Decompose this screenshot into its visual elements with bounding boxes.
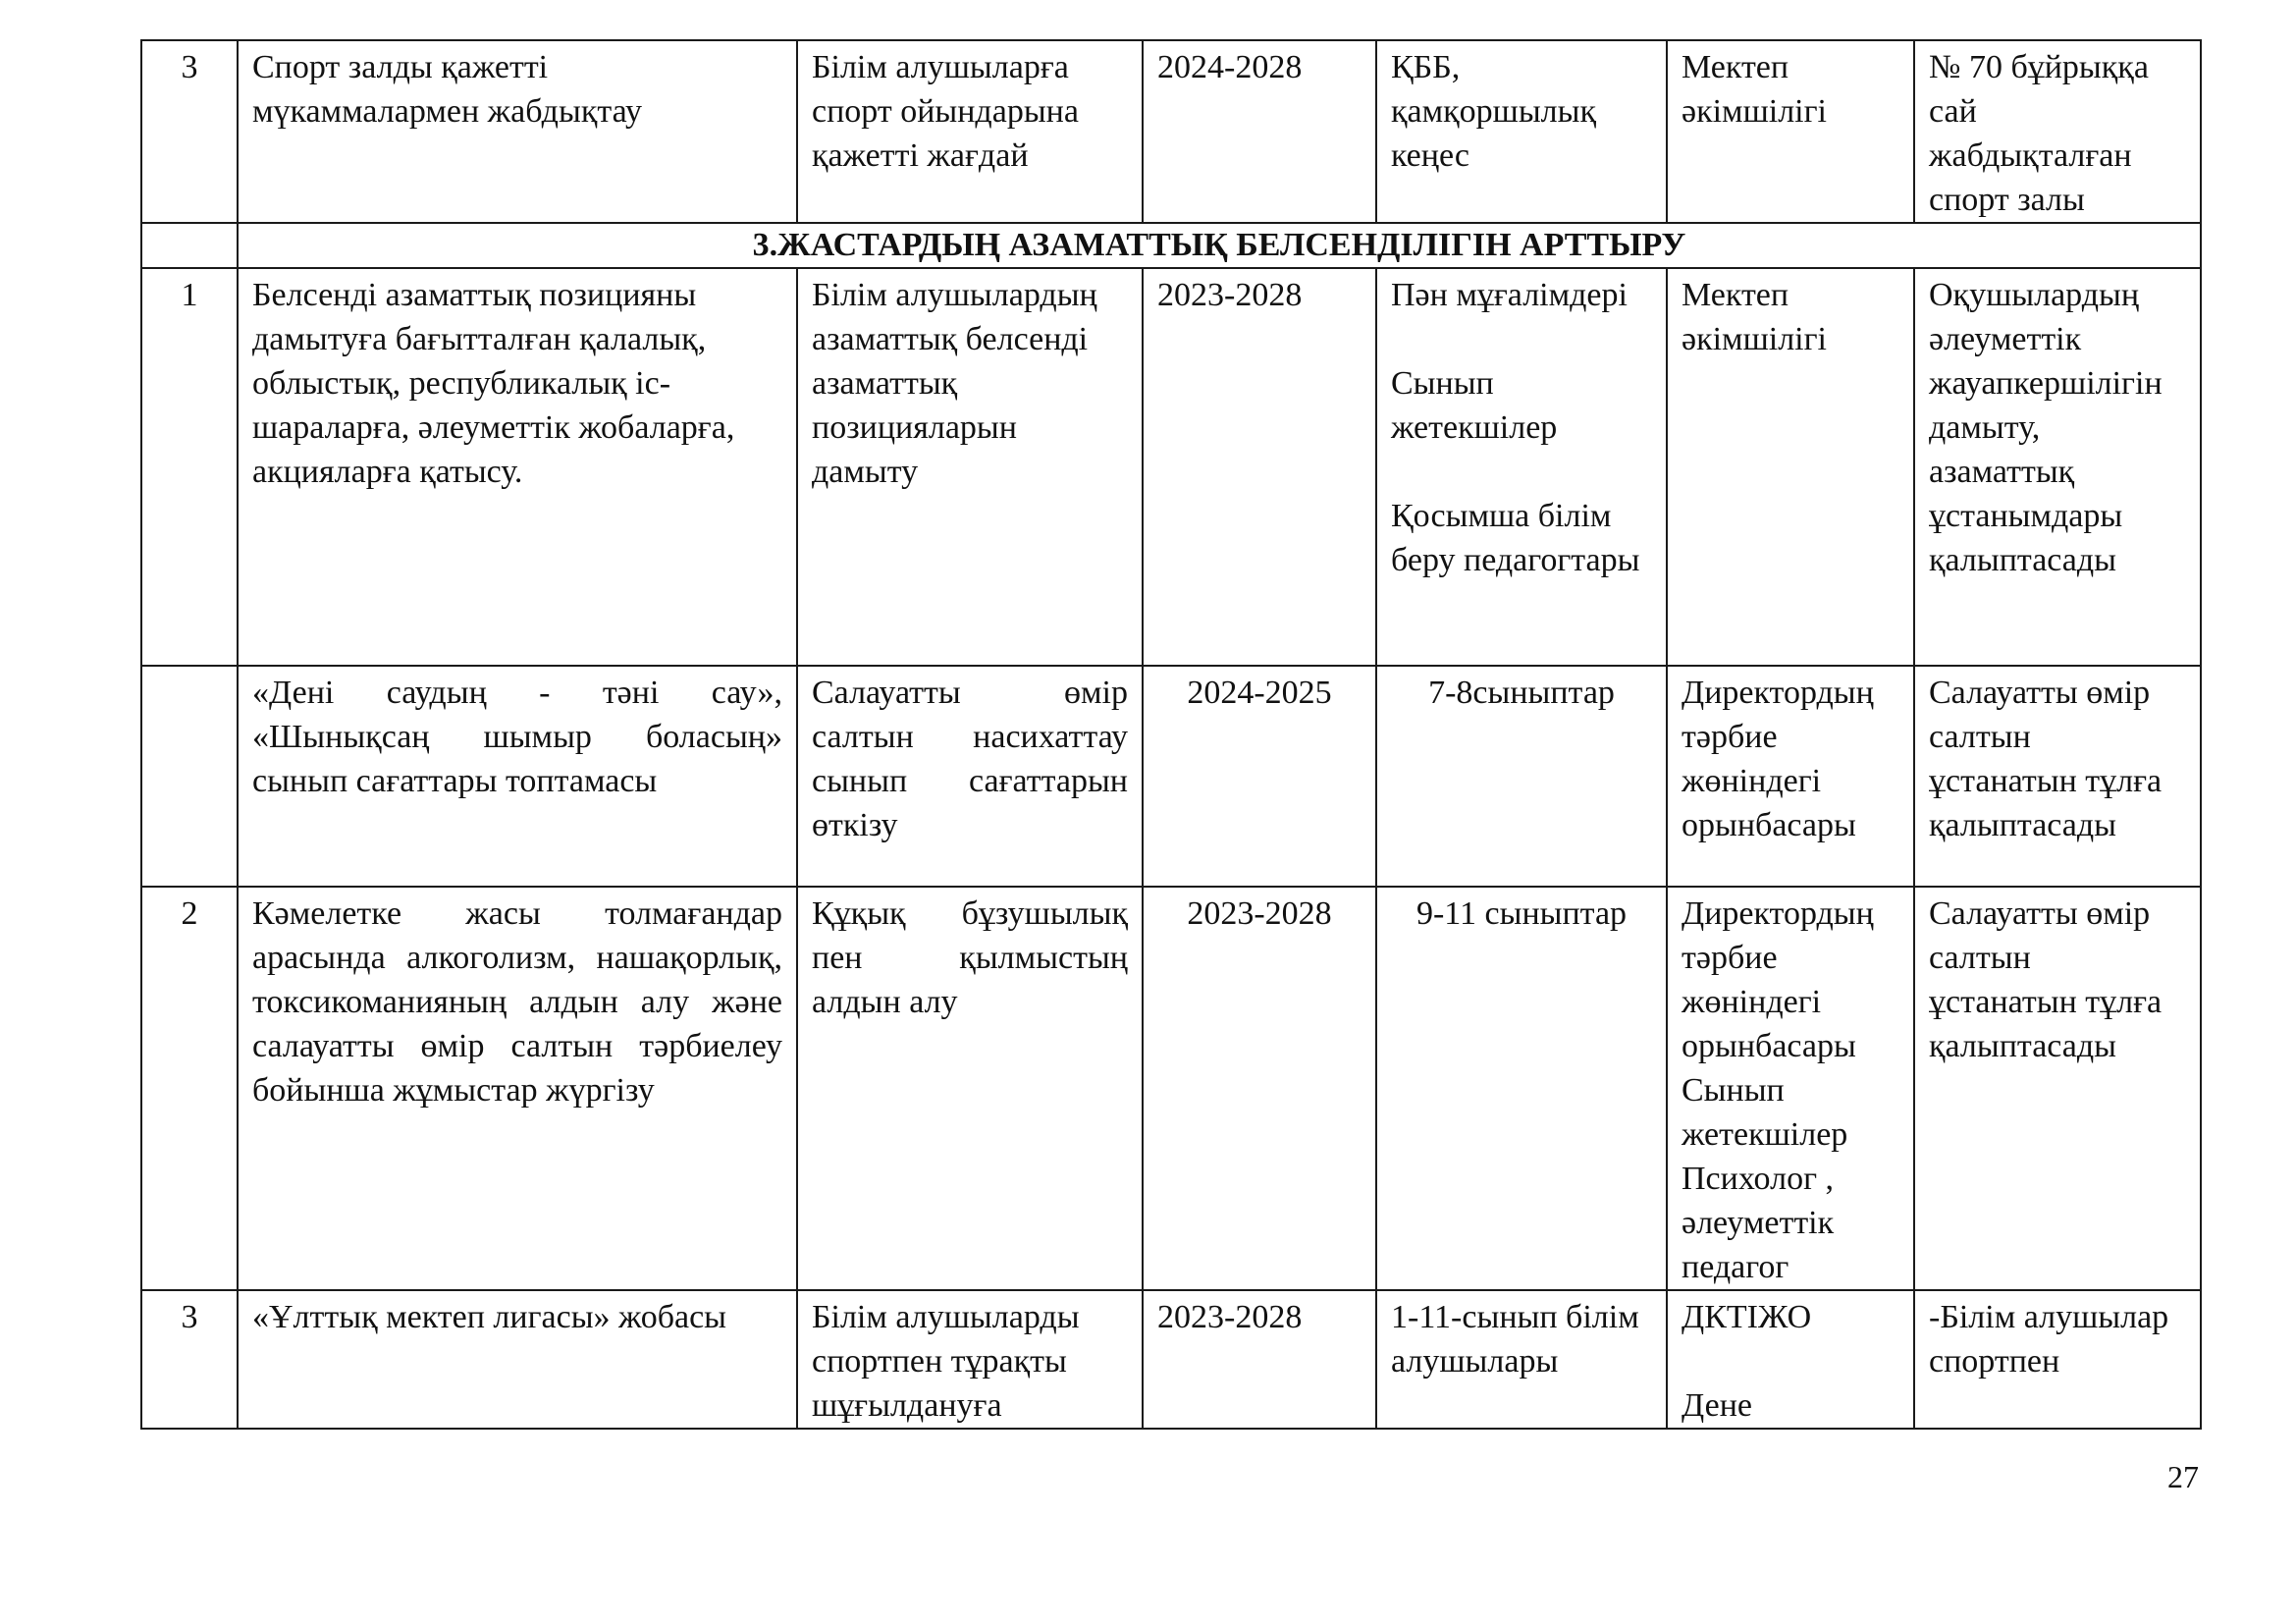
row-number: 1 bbox=[181, 277, 198, 313]
row-number: 3 bbox=[181, 1299, 198, 1335]
responsible-cell bbox=[1376, 268, 1667, 666]
action-text: Белсенді азаматтық позицияны дамытуға бағытталған қалалық, облыстық, республикалық іс-шараларға, әлеуметтік жобаларға, акцияларға қатысу. bbox=[252, 277, 735, 490]
responsible-cell bbox=[1376, 40, 1667, 223]
result-cell bbox=[1914, 268, 2201, 666]
goal-cell bbox=[797, 887, 1143, 1290]
period-cell bbox=[1143, 40, 1376, 223]
control-text: ДКТІЖО Дене bbox=[1682, 1299, 1812, 1424]
responsible-cell bbox=[1376, 1290, 1667, 1429]
row-number-cell bbox=[141, 1290, 238, 1429]
control-text: Директордың тәрбие жөніндегі орынбасары bbox=[1682, 675, 1874, 843]
goal-text: Білім алушыларға спорт ойындарына қажетті жағдай bbox=[812, 49, 1079, 174]
goal-cell bbox=[797, 666, 1143, 887]
period-cell bbox=[1143, 666, 1376, 887]
responsible-text: 7-8сыныптар bbox=[1428, 675, 1615, 711]
row-number-cell bbox=[141, 40, 238, 223]
table-row bbox=[141, 268, 2201, 666]
row-number-cell bbox=[141, 887, 238, 1290]
action-cell bbox=[238, 268, 797, 666]
table-row bbox=[141, 1290, 2201, 1429]
table-row bbox=[141, 666, 2201, 887]
row-number-cell bbox=[141, 268, 238, 666]
responsible-text: Пән мұғалімдері Сынып жетекшілер Қосымша білім беру педагогтары bbox=[1391, 277, 1640, 578]
action-text: Спорт залды қажетті мүкаммалармен жабдықтау bbox=[252, 49, 642, 130]
period-text: 2023-2028 bbox=[1157, 1299, 1303, 1335]
action-cell bbox=[238, 666, 797, 887]
control-text: Директордың тәрбие жөніндегі орынбасары Сынып жетекшілер Психолог , әлеуметтік педагог bbox=[1682, 895, 1874, 1285]
goal-cell bbox=[797, 40, 1143, 223]
goal-cell bbox=[797, 1290, 1143, 1429]
goal-text: Салауатты өмір салтын насихаттау сынып сағаттарын өткізу bbox=[812, 675, 1128, 843]
plan-table bbox=[140, 39, 2202, 1430]
period-cell bbox=[1143, 1290, 1376, 1429]
goal-text: Білім алушылардың азаматтық белсенді азаматтық позицияларын дамыту bbox=[812, 277, 1097, 490]
period-text: 2023-2028 bbox=[1157, 277, 1303, 313]
section-title: 3.ЖАСТАРДЫҢ АЗАМАТТЫҚ БЕЛСЕНДІЛІГІН АРТТЫРУ bbox=[752, 227, 1686, 263]
period-text: 2024-2025 bbox=[1187, 675, 1332, 711]
action-text: «Ұлттық мектеп лигасы» жобасы bbox=[252, 1299, 727, 1335]
goal-text: Білім алушыларды спортпен тұрақты шұғылдануға bbox=[812, 1299, 1080, 1424]
control-cell bbox=[1667, 268, 1914, 666]
table-row bbox=[141, 887, 2201, 1290]
period-cell bbox=[1143, 887, 1376, 1290]
action-text: «Дені саудың - тәні сау», «Шынықсаң шымыр боласың» сынып сағаттары топтамасы bbox=[252, 675, 782, 799]
control-cell bbox=[1667, 666, 1914, 887]
control-cell bbox=[1667, 887, 1914, 1290]
row-number: 3 bbox=[181, 49, 198, 85]
responsible-cell bbox=[1376, 887, 1667, 1290]
control-cell bbox=[1667, 1290, 1914, 1429]
row-number: 2 bbox=[181, 895, 198, 932]
row-number-cell bbox=[141, 666, 238, 887]
result-text: Салауатты өмір салтын ұстанатын тұлға қалыптасады bbox=[1929, 895, 2163, 1064]
period-text: 2024-2028 bbox=[1157, 49, 1303, 85]
result-cell bbox=[1914, 40, 2201, 223]
result-text: Оқушылардың әлеуметтік жауапкершілігін дамыту, азаматтық ұстанымдары қалыптасады bbox=[1929, 277, 2163, 578]
responsible-text: 9-11 сыныптар bbox=[1415, 895, 1628, 932]
action-cell bbox=[238, 40, 797, 223]
responsible-text: 1-11-сынып білім алушылары bbox=[1391, 1299, 1639, 1380]
goal-text: Құқық бұзушылық пен қылмыстың алдын алу bbox=[812, 895, 1128, 1020]
goal-cell bbox=[797, 268, 1143, 666]
responsible-text: ҚББ, қамқоршылық кеңес bbox=[1391, 49, 1596, 174]
section-heading-cell bbox=[238, 223, 2201, 268]
control-cell bbox=[1667, 40, 1914, 223]
action-cell bbox=[238, 1290, 797, 1429]
period-text: 2023-2028 bbox=[1187, 895, 1332, 932]
action-text: Кәмелетке жасы толмағандар арасында алкоголизм, нашақорлық, токсикоманияның алдын алу және салауатты өмір салтын тәрбиелеу бойынша жұмыстар жүргізу bbox=[252, 895, 782, 1109]
result-cell bbox=[1914, 1290, 2201, 1429]
action-cell bbox=[238, 887, 797, 1290]
control-text: Мектеп әкімшілігі bbox=[1682, 277, 1828, 357]
period-cell bbox=[1143, 268, 1376, 666]
result-text: -Білім алушылар спортпен bbox=[1929, 1299, 2169, 1380]
page-number: 27 bbox=[2167, 1459, 2199, 1494]
result-cell bbox=[1914, 666, 2201, 887]
result-cell bbox=[1914, 887, 2201, 1290]
control-text: Мектеп әкімшілігі bbox=[1682, 49, 1828, 130]
responsible-cell bbox=[1376, 666, 1667, 887]
result-text: Салауатты өмір салтын ұстанатын тұлға қалыптасады bbox=[1929, 675, 2163, 843]
section-number-cell bbox=[141, 223, 238, 268]
table-row bbox=[141, 40, 2201, 223]
section-row bbox=[141, 223, 2201, 268]
result-text: № 70 бұйрыққа сай жабдықталған спорт залы bbox=[1929, 49, 2149, 218]
